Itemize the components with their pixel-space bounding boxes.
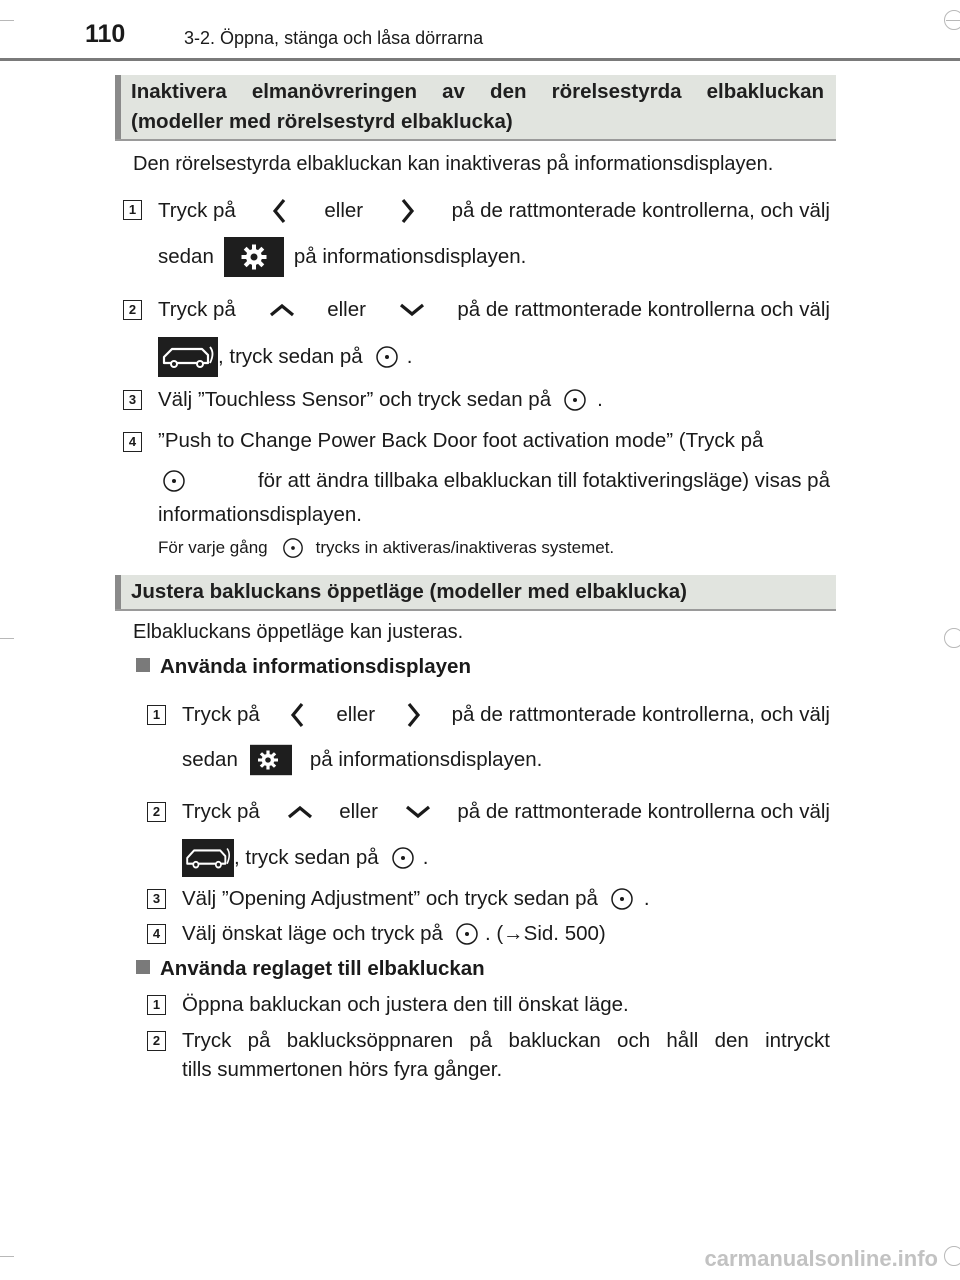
header-rule <box>0 58 960 61</box>
chevron-up-icon <box>267 300 297 320</box>
chevron-down-icon <box>403 802 433 822</box>
step-text-fragment: på de rattmonterade kontrollerna, och välj <box>451 199 830 222</box>
step-text-fragment: Välj önskat läge och tryck på <box>182 922 443 945</box>
step-text-fragment: . <box>406 345 413 368</box>
step-number: 1 <box>147 995 166 1015</box>
step-text-fragment: Tryck på <box>158 199 236 222</box>
chevron-right-icon <box>403 700 423 730</box>
chevron-left-icon <box>270 196 290 226</box>
chevron-left-icon <box>288 700 308 730</box>
subheading-tailgate-switch <box>136 957 485 981</box>
step-text <box>158 296 830 324</box>
car-icon <box>182 839 234 877</box>
step-text <box>182 798 830 826</box>
step-text-fragment: , tryck sedan på <box>218 345 363 368</box>
step-text-fragment: för att ändra tillbaka elbakluckan till fotaktiveringsläge) visas på <box>257 469 830 492</box>
ok-button-icon <box>282 537 304 559</box>
step-text-fragment: på de rattmonterade kontrollerna och välj <box>457 800 830 823</box>
step-text-fragment: på de rattmonterade kontrollerna, och välj <box>451 703 830 726</box>
step-number: 3 <box>123 390 142 410</box>
section-heading-adjust-open-position <box>115 575 836 611</box>
step-number: 2 <box>123 300 142 320</box>
bullet-square <box>136 960 150 974</box>
step-text-fragment: eller <box>327 298 366 321</box>
step-text-fragment: eller <box>336 703 376 726</box>
step-text-fragment: , tryck sedan på <box>234 846 379 869</box>
subheading-text: Använda reglaget till elbakluckan <box>160 957 485 980</box>
chevron-down-icon <box>397 300 427 320</box>
step-text-fragment: . (→Sid. 500) <box>484 922 606 945</box>
step-text-fragment: eller <box>324 199 364 222</box>
step-text-fragment: Tryck på <box>182 800 260 823</box>
ok-button-icon <box>162 469 186 493</box>
section-heading-line: (modeller med rörelsestyrd elbaklucka) <box>131 110 513 133</box>
step-text-fragment: Välj ”Touchless Sensor” och tryck sedan på <box>158 388 552 411</box>
section-heading-line: Inaktivera elmanövreringen av den rörelsestyrda elbakluckan <box>131 80 824 103</box>
gear-icon <box>250 741 298 779</box>
step-text <box>182 920 606 948</box>
step-text-continued <box>182 740 542 780</box>
step-text-fragment: på de rattmonterade kontrollerna och välj <box>457 298 830 321</box>
step-text-fragment: . <box>643 887 650 910</box>
crop-mark <box>0 638 14 639</box>
chapter-title: 3-2. Öppna, stänga och låsa dörrarna <box>184 28 484 48</box>
step-number: 2 <box>147 1031 166 1051</box>
note-text-fragment: För varje gång <box>158 538 268 557</box>
note-text <box>158 537 614 559</box>
step-text-fragment: Tryck på <box>182 703 260 726</box>
registration-mark <box>944 10 960 30</box>
subheading-info-display <box>136 655 471 679</box>
step-text-fragment: på informationsdisplayen. <box>309 748 543 771</box>
step-text-fragment: sedan <box>158 245 214 268</box>
subheading-text: Använda informationsdisplayen <box>160 655 471 678</box>
car-icon <box>158 337 218 377</box>
step-number: 4 <box>123 432 142 452</box>
step-text <box>182 1027 830 1055</box>
section-intro: Elbakluckans öppetläge kan justeras. <box>133 621 464 643</box>
step-text <box>182 700 830 730</box>
step-text: Öppna bakluckan och justera den till önskat läge. <box>182 993 629 1016</box>
step-text-fragment: . <box>422 846 429 869</box>
page-number: 110 <box>85 20 126 48</box>
step-number: 4 <box>147 924 166 944</box>
step-text: ”Push to Change Power Back Door foot activation mode” (Tryck på <box>158 429 764 452</box>
step-text-continued <box>158 467 830 495</box>
chevron-up-icon <box>285 802 315 822</box>
registration-mark <box>944 1246 960 1266</box>
ok-button-icon <box>563 388 587 412</box>
step-text-continued <box>158 237 526 277</box>
ok-button-icon <box>455 922 479 946</box>
registration-mark <box>944 628 960 648</box>
step-text-fragment: eller <box>339 800 378 823</box>
step-text-continued: informationsdisplayen. <box>158 503 362 526</box>
ok-button-icon <box>375 345 399 369</box>
step-text-continued <box>182 838 428 878</box>
section-intro: Den rörelsestyrda elbakluckan kan inaktiveras på informationsdisplayen. <box>133 153 774 175</box>
gear-icon <box>224 237 284 277</box>
step-text <box>182 885 650 913</box>
step-number: 1 <box>147 705 166 725</box>
crop-mark <box>0 1256 14 1257</box>
step-text-fragment: på informationsdisplayen. <box>293 245 527 268</box>
ok-button-icon <box>610 887 634 911</box>
ok-button-icon <box>391 846 415 870</box>
step-number: 2 <box>147 802 166 822</box>
crop-mark <box>0 20 14 21</box>
section-heading-text: Justera bakluckans öppetläge (modeller med elbaklucka) <box>131 580 687 603</box>
note-text-fragment: trycks in aktiveras/inaktiveras systemet. <box>315 538 615 557</box>
watermark: carmanualsonline.info <box>704 1246 938 1271</box>
step-text-continued: tills summertonen hörs fyra gånger. <box>182 1058 503 1081</box>
step-text <box>158 386 603 414</box>
section-heading-disable-motion-tailgate <box>115 75 836 141</box>
step-number: 3 <box>147 889 166 909</box>
step-text-fragment: . <box>597 388 603 411</box>
step-text-fragment: Tryck på <box>158 298 236 321</box>
step-text-continued <box>158 337 412 377</box>
bullet-square <box>136 658 150 672</box>
step-number: 1 <box>123 200 142 220</box>
step-text-fragment: Välj ”Opening Adjustment” och tryck sedan på <box>182 887 598 910</box>
chevron-right-icon <box>397 196 417 226</box>
step-text <box>158 196 830 226</box>
step-text-line: Tryck på baklucksöppnaren på bakluckan och håll den intryckt <box>182 1029 830 1052</box>
step-text-fragment: sedan <box>182 748 238 771</box>
